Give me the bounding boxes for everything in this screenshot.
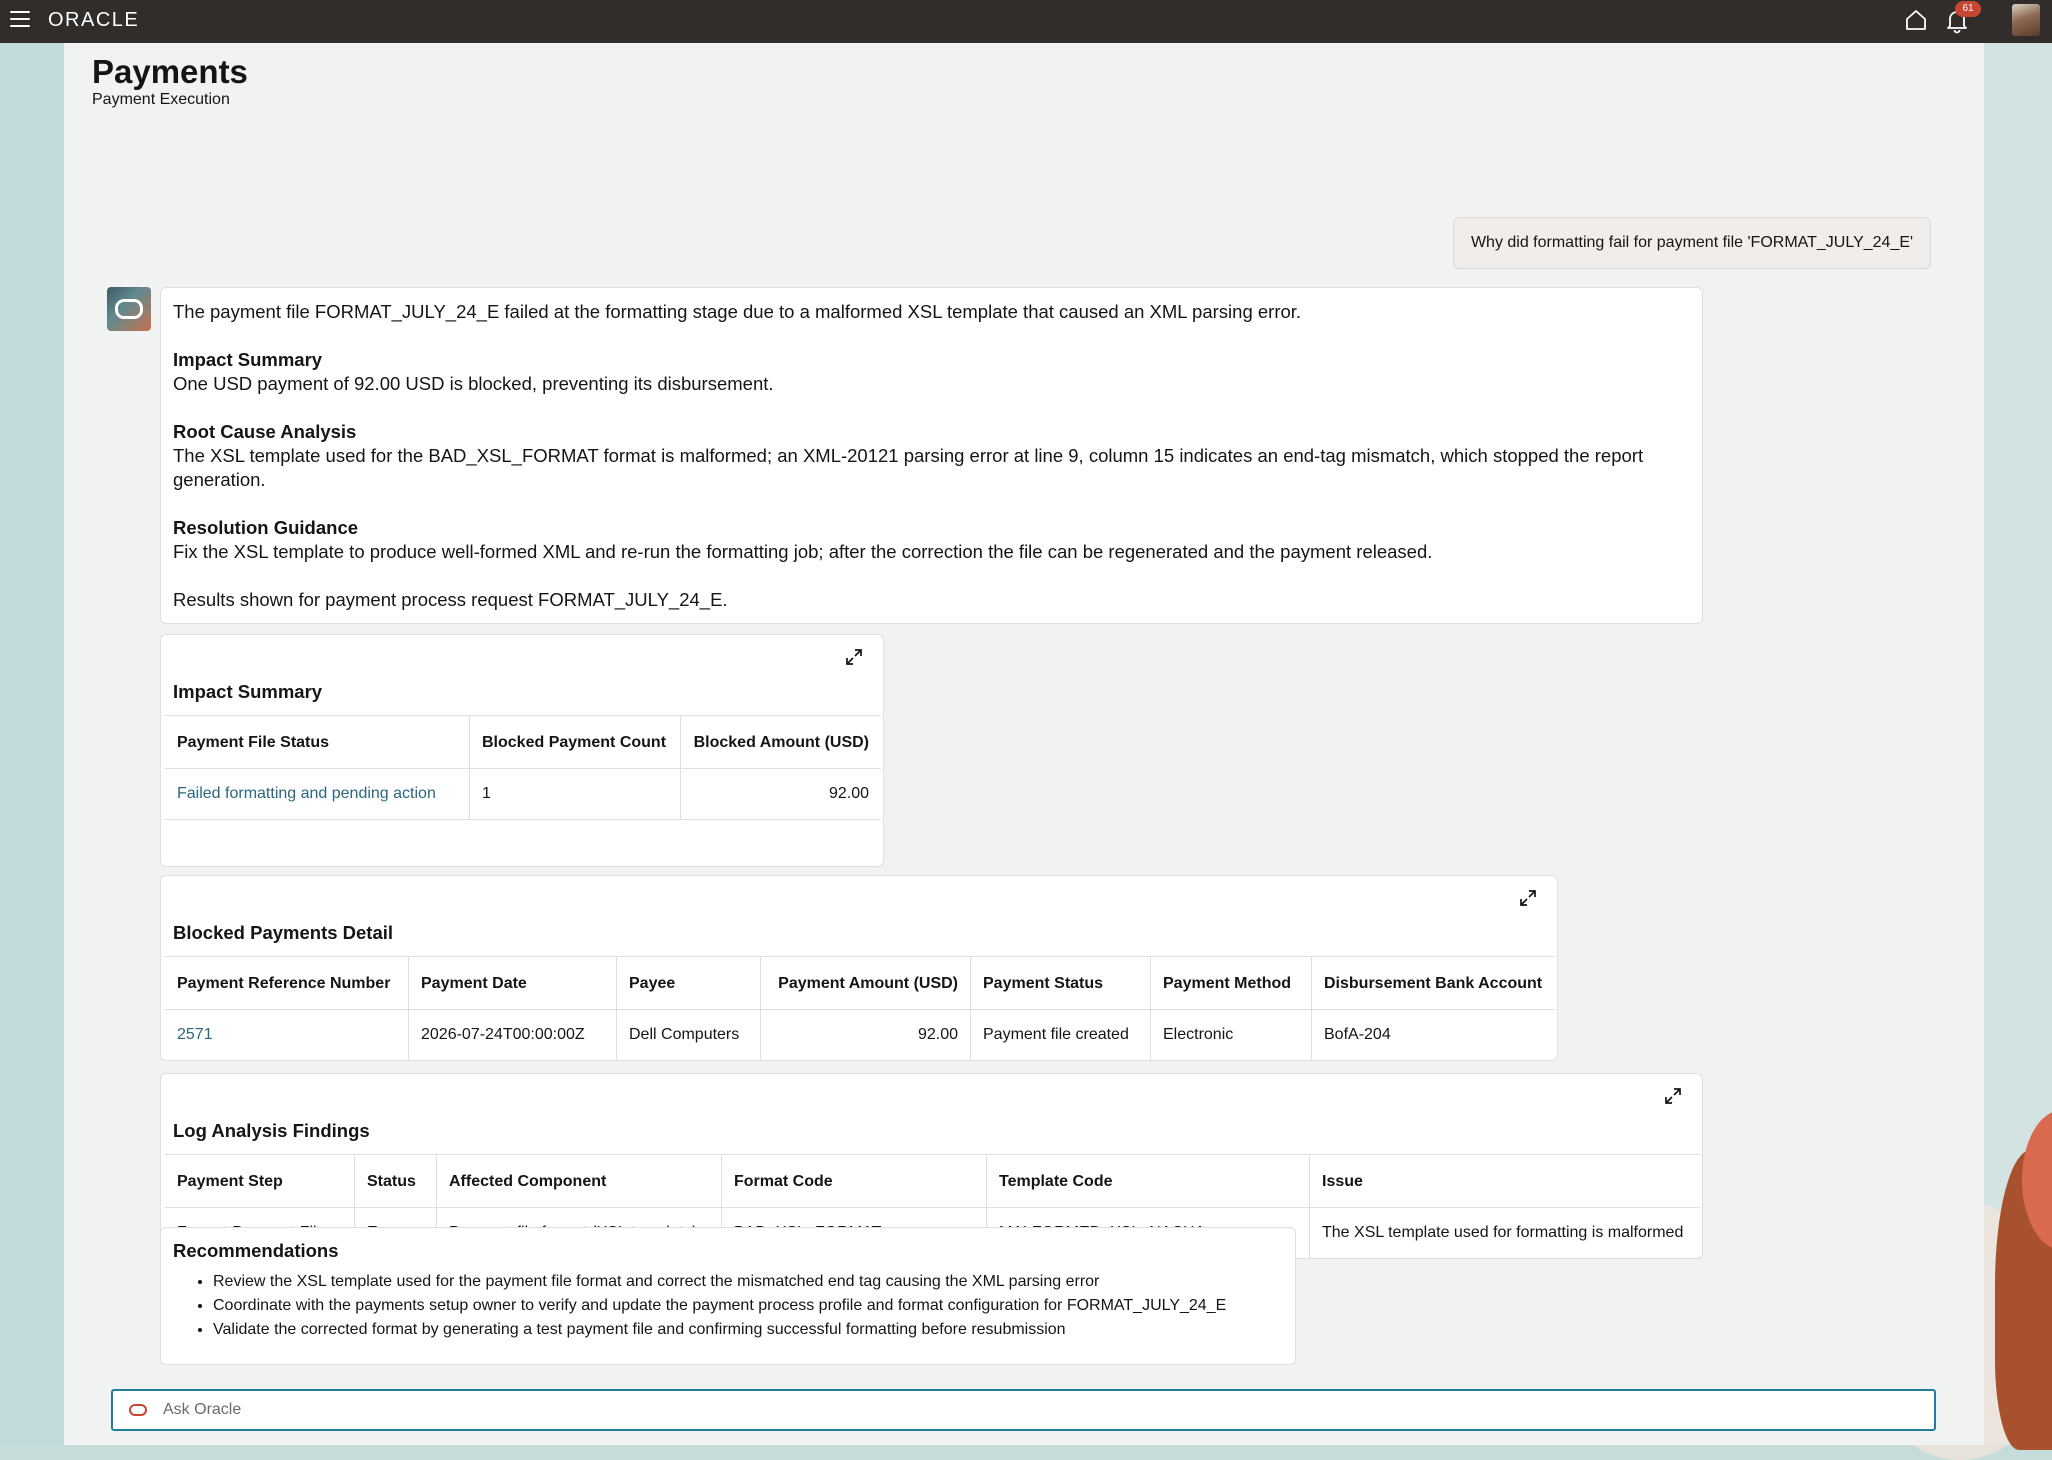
assistant-answer	[160, 287, 1703, 624]
column-header[interactable]: Blocked Payment Count	[470, 716, 681, 769]
impact-summary-table	[165, 715, 881, 820]
page-title: Payments	[92, 53, 248, 90]
column-header[interactable]: Payment Amount (USD)	[761, 957, 971, 1010]
payment-reference-link[interactable]: 2571	[177, 1026, 213, 1043]
column-header[interactable]: Payment File Status	[165, 716, 470, 769]
list-item: • Review the XSL template used for the payment file format and correct the mismatched end tag causing the XML parsing error	[213, 1270, 1283, 1294]
blocked-payments-table	[165, 956, 1555, 1061]
table-cell[interactable]	[165, 1010, 409, 1061]
column-header[interactable]: Affected Component	[437, 1155, 722, 1208]
answer-impact-section	[173, 348, 1690, 396]
payment-file-status-link[interactable]: Failed formatting and pending action	[177, 785, 436, 802]
recommendations-card	[160, 1227, 1296, 1365]
column-header[interactable]: Template Code	[987, 1155, 1310, 1208]
top-bar	[0, 0, 2052, 43]
column-header[interactable]: Payee	[617, 957, 761, 1010]
expand-icon[interactable]	[1663, 1086, 1683, 1106]
table-cell: Dell Computers	[617, 1010, 761, 1061]
recommendations-list	[173, 1270, 1283, 1342]
answer-resolution-heading: Resolution Guidance	[173, 517, 359, 538]
column-header[interactable]: Blocked Amount (USD)	[681, 716, 882, 769]
column-header[interactable]: Payment Date	[409, 957, 617, 1010]
table-row	[165, 1010, 1555, 1061]
table-header-row	[165, 957, 1555, 1010]
table-cell: 92.00	[761, 1010, 971, 1061]
main-content	[64, 43, 1984, 1445]
column-header[interactable]: Status	[355, 1155, 437, 1208]
answer-intro: The payment file FORMAT_JULY_24_E failed at the formatting stage due to a malformed XSL template that caused an XML parsing error.	[173, 301, 1302, 322]
column-header[interactable]: Disbursement Bank Account	[1312, 957, 1556, 1010]
column-header[interactable]: Payment Reference Number	[165, 957, 409, 1010]
blocked-payments-title: Blocked Payments Detail	[173, 922, 394, 943]
page-subtitle: Payment Execution	[92, 91, 230, 108]
log-analysis-title: Log Analysis Findings	[173, 1120, 370, 1141]
impact-summary-title: Impact Summary	[173, 681, 323, 702]
answer-impact-text: One USD payment of 92.00 USD is blocked, preventing its disbursement.	[173, 373, 774, 394]
table-cell: 2026-07-24T00:00:00Z	[409, 1010, 617, 1061]
table-cell: The XSL template used for formatting is malformed	[1310, 1208, 1701, 1259]
column-header[interactable]: Payment Status	[971, 957, 1151, 1010]
answer-resolution-text: Fix the XSL template to produce well-formed XML and re-run the formatting job; after the correction the file can be regenerated and the payment released.	[173, 541, 1433, 562]
table-cell[interactable]	[165, 769, 470, 820]
menu-icon[interactable]	[10, 11, 30, 29]
answer-root-section	[173, 420, 1690, 492]
notification-count-badge: 61	[1955, 1, 1981, 17]
oracle-logo[interactable]: ORACLE	[48, 9, 140, 31]
column-header[interactable]: Format Code	[722, 1155, 987, 1208]
left-decorative-strip	[0, 43, 64, 1445]
column-header[interactable]: Payment Step	[165, 1155, 355, 1208]
user-avatar[interactable]	[2012, 4, 2040, 36]
table-cell: Electronic	[1151, 1010, 1312, 1061]
table-header-row	[165, 1155, 1700, 1208]
table-cell: 92.00	[681, 769, 882, 820]
oracle-o-icon	[115, 299, 143, 319]
list-item: • Coordinate with the payments setup owner to verify and update the payment process profile and format configuration for FORMAT_JULY_24_E	[213, 1294, 1283, 1318]
ask-oracle-bar[interactable]	[111, 1389, 1936, 1431]
answer-resolution-section	[173, 516, 1690, 564]
home-icon[interactable]	[1903, 7, 1929, 33]
answer-root-text: The XSL template used for the BAD_XSL_FORMAT format is malformed; an XML-20121 parsing error at line 9, column 15 indicates an end-tag mismatch, which stopped the report generation.	[173, 445, 1644, 490]
expand-icon[interactable]	[844, 647, 864, 667]
ask-oracle-input[interactable]	[161, 1400, 1865, 1420]
column-header[interactable]: Payment Method	[1151, 957, 1312, 1010]
list-item: • Validate the corrected format by generating a test payment file and confirming successful formatting before resubmission	[213, 1318, 1283, 1342]
impact-summary-card	[160, 634, 884, 867]
answer-root-heading: Root Cause Analysis	[173, 421, 357, 442]
table-cell: Payment file created	[971, 1010, 1151, 1061]
assistant-avatar	[107, 287, 151, 331]
table-header-row	[165, 716, 881, 769]
blocked-payments-card	[160, 875, 1558, 1061]
answer-impact-heading: Impact Summary	[173, 349, 323, 370]
expand-icon[interactable]	[1518, 888, 1538, 908]
recommendations-title: Recommendations	[173, 1240, 339, 1261]
table-cell: BofA-204	[1312, 1010, 1556, 1061]
column-header[interactable]: Issue	[1310, 1155, 1701, 1208]
user-message-bubble: Why did formatting fail for payment file 'FORMAT_JULY_24_E'	[1453, 217, 1931, 269]
table-cell: 1	[470, 769, 681, 820]
table-row	[165, 769, 881, 820]
oracle-o-icon	[129, 1404, 147, 1416]
answer-results-text: Results shown for payment process request FORMAT_JULY_24_E.	[173, 589, 728, 610]
